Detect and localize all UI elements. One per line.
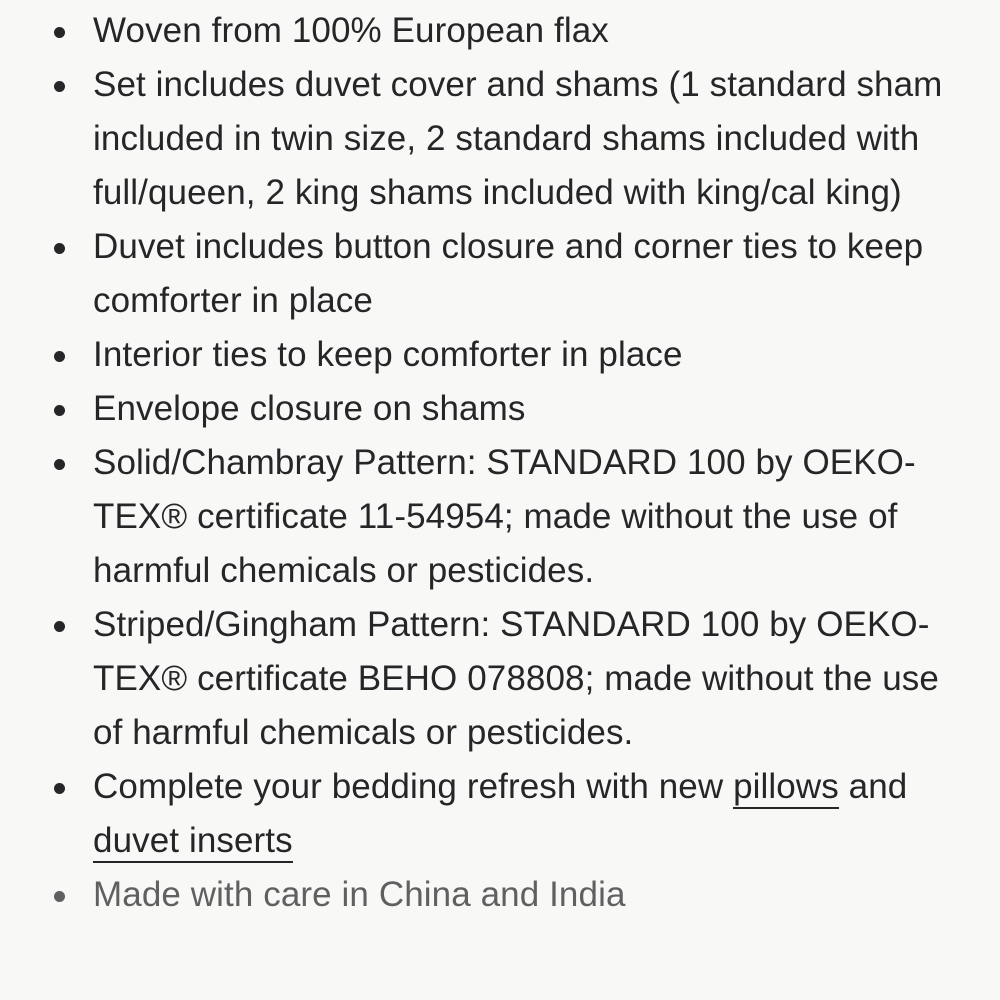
bullet-icon bbox=[54, 243, 65, 254]
list-item bbox=[0, 598, 1000, 760]
bullet-icon bbox=[54, 783, 65, 794]
feature-text-middle: and bbox=[838, 767, 908, 806]
bullet-icon bbox=[54, 351, 65, 362]
feature-text bbox=[93, 767, 907, 863]
bullet-icon bbox=[54, 459, 65, 470]
feature-text: Striped/Gingham Pattern: STANDARD 100 by OEKO-TEX® certificate BEHO 078808; made without the use of harmful chemicals or pesticides. bbox=[93, 605, 939, 752]
list-item bbox=[0, 328, 1000, 382]
feature-text: Solid/Chambray Pattern: STANDARD 100 by OEKO-TEX® certificate 11-54954; made without the use of harmful chemicals or pesticides. bbox=[93, 443, 916, 590]
duvet-inserts-link[interactable]: duvet inserts bbox=[93, 821, 293, 863]
bullet-icon bbox=[54, 891, 65, 902]
list-item bbox=[0, 760, 1000, 868]
feature-text: Duvet includes button closure and corner ties to keep comforter in place bbox=[93, 227, 924, 320]
feature-text-before: Complete your bedding refresh with new bbox=[93, 767, 734, 806]
bullet-icon bbox=[54, 27, 65, 38]
list-item bbox=[0, 868, 1000, 922]
feature-text: Interior ties to keep comforter in place bbox=[93, 335, 683, 374]
list-item bbox=[0, 382, 1000, 436]
bullet-icon bbox=[54, 405, 65, 416]
list-item bbox=[0, 220, 1000, 328]
feature-list bbox=[0, 4, 1000, 922]
pillows-link[interactable]: pillows bbox=[733, 767, 839, 809]
feature-text: Envelope closure on shams bbox=[93, 389, 526, 428]
feature-text: Woven from 100% European flax bbox=[93, 11, 609, 50]
bullet-icon bbox=[54, 81, 65, 92]
list-item bbox=[0, 4, 1000, 58]
feature-text: Set includes duvet cover and shams (1 standard sham included in twin size, 2 standard shams included with full/queen, 2 king shams included with king/cal king) bbox=[93, 65, 943, 212]
list-item bbox=[0, 436, 1000, 598]
list-item bbox=[0, 58, 1000, 220]
feature-text: Made with care in China and India bbox=[93, 875, 626, 914]
bullet-icon bbox=[54, 621, 65, 632]
